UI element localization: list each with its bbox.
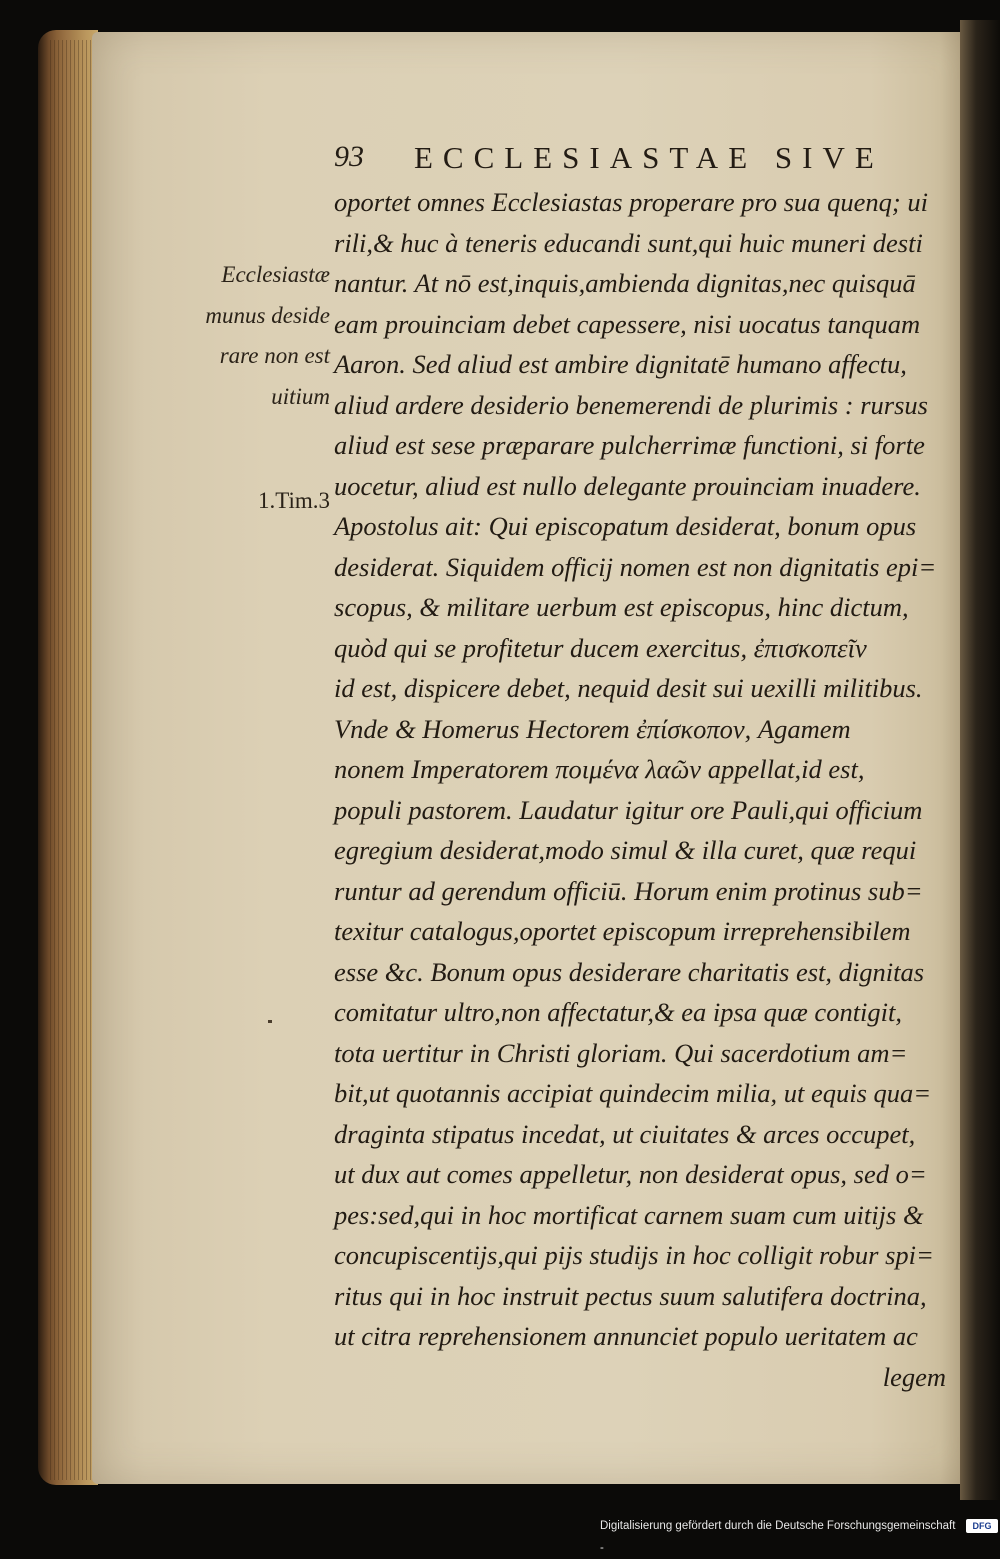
- text-line: ritus qui in hoc instruit pectus suum salutifera doctrina,: [334, 1280, 927, 1311]
- text-line: Vnde & Homerus Hectorem ἐπίσκοπον, Agamem: [334, 713, 851, 744]
- text-line: uocetur, aliud est nullo delegante prouinciam inuadere.: [334, 470, 921, 501]
- body-text: [334, 182, 954, 1397]
- page-header: [334, 140, 944, 180]
- margin-note-timothy: [258, 481, 330, 522]
- text-line: pes:sed,qui in hoc mortificat carnem suam cum uitijs &: [334, 1199, 924, 1230]
- margin-note-line: uitium: [271, 383, 330, 409]
- text-line: draginta stipatus incedat, ut ciuitates & arces occupet,: [334, 1118, 916, 1149]
- page-number: 93: [334, 140, 364, 173]
- text-line: nonem Imperatorem ποιμένα λαῶν appellat,id est,: [334, 754, 865, 784]
- text-line: oportet omnes Ecclesiastas properare pro sua quenq; ui: [334, 187, 928, 217]
- text-line: ut citra reprehensionem annunciet populo ueritatem ac: [334, 1321, 918, 1351]
- margin-note-line: Ecclesiastæ: [221, 262, 330, 287]
- text-line: Apostolus ait: Qui episcopatum desiderat, bonum opus: [334, 511, 917, 541]
- text-line: aliud ardere desiderio benemerendi de plurimis : rursus: [334, 389, 928, 420]
- dfg-logo: DFG: [966, 1519, 998, 1533]
- text-line: tota uertitur in Christi gloriam. Qui sacerdotium am=: [334, 1037, 908, 1068]
- text-line: aliud est sese præparare pulcherrimæ functioni, si forte: [334, 430, 925, 460]
- text-line: texitur catalogus,oportet episcopum irreprehensibilem: [334, 916, 911, 946]
- text-line: concupiscentijs,qui pijs studijs in hoc colligit robur spi=: [334, 1240, 934, 1270]
- text-line: rili,& huc à teneris educandi sunt,qui huic muneri desti: [334, 227, 923, 258]
- catchword: legem: [882, 1361, 946, 1392]
- page-edge-lines: [50, 40, 98, 1480]
- text-line: ut dux aut comes appelletur, non desiderat opus, sed o=: [334, 1159, 927, 1189]
- text-line: runtur ad gerendum officiū. Horum enim protinus sub=: [334, 875, 923, 906]
- text-line: Aaron. Sed aliud est ambire dignitatē humano affectu,: [334, 349, 907, 379]
- margin-note-line: 1.Tim.3: [257, 488, 330, 513]
- text-line: comitatur ultro,non affectatur,& ea ipsa quæ contigit,: [334, 997, 903, 1027]
- text-line: scopus, & militare uerbum est episcopus, hinc dictum,: [334, 592, 909, 622]
- text-line: populi pastorem. Laudatur igitur ore Pauli,qui officium: [334, 794, 923, 825]
- text-line: esse &c. Bonum opus desiderare charitatis est, dignitas: [334, 956, 925, 987]
- margin-note-line: rare non est: [219, 343, 330, 368]
- funding-credit: Digitalisierung gefördert durch die Deutsche Forschungsgemeinschaft -: [600, 1520, 956, 1554]
- text-line: id est, dispicere debet, nequid desit sui uexilli militibus.: [334, 673, 923, 703]
- text-line: eam prouinciam debet capessere, nisi uocatus tanquam: [334, 308, 921, 339]
- text-line: quòd qui se profitetur ducem exercitus, ἐπισκοπεῖν: [334, 632, 867, 663]
- margin-note-line: munus deside: [205, 302, 330, 328]
- ink-speck: [268, 1020, 272, 1023]
- margin-note-ecclesiastae: [205, 255, 330, 417]
- running-head: ECCLESIASTAE SIVE: [414, 140, 884, 175]
- text-line: egregium desiderat,modo simul & illa curet, quæ requi: [334, 835, 917, 865]
- text-line: bit,ut quotannis accipiat quindecim milia, ut equis qua=: [334, 1078, 932, 1108]
- text-line: desiderat. Siquidem officij nomen est non dignitatis epi=: [334, 551, 937, 582]
- digitization-footer: [600, 1515, 1000, 1554]
- binding-gutter: [960, 20, 1000, 1500]
- text-line: nantur. At nō est,inquis,ambienda dignitas,nec quisquā: [334, 268, 916, 298]
